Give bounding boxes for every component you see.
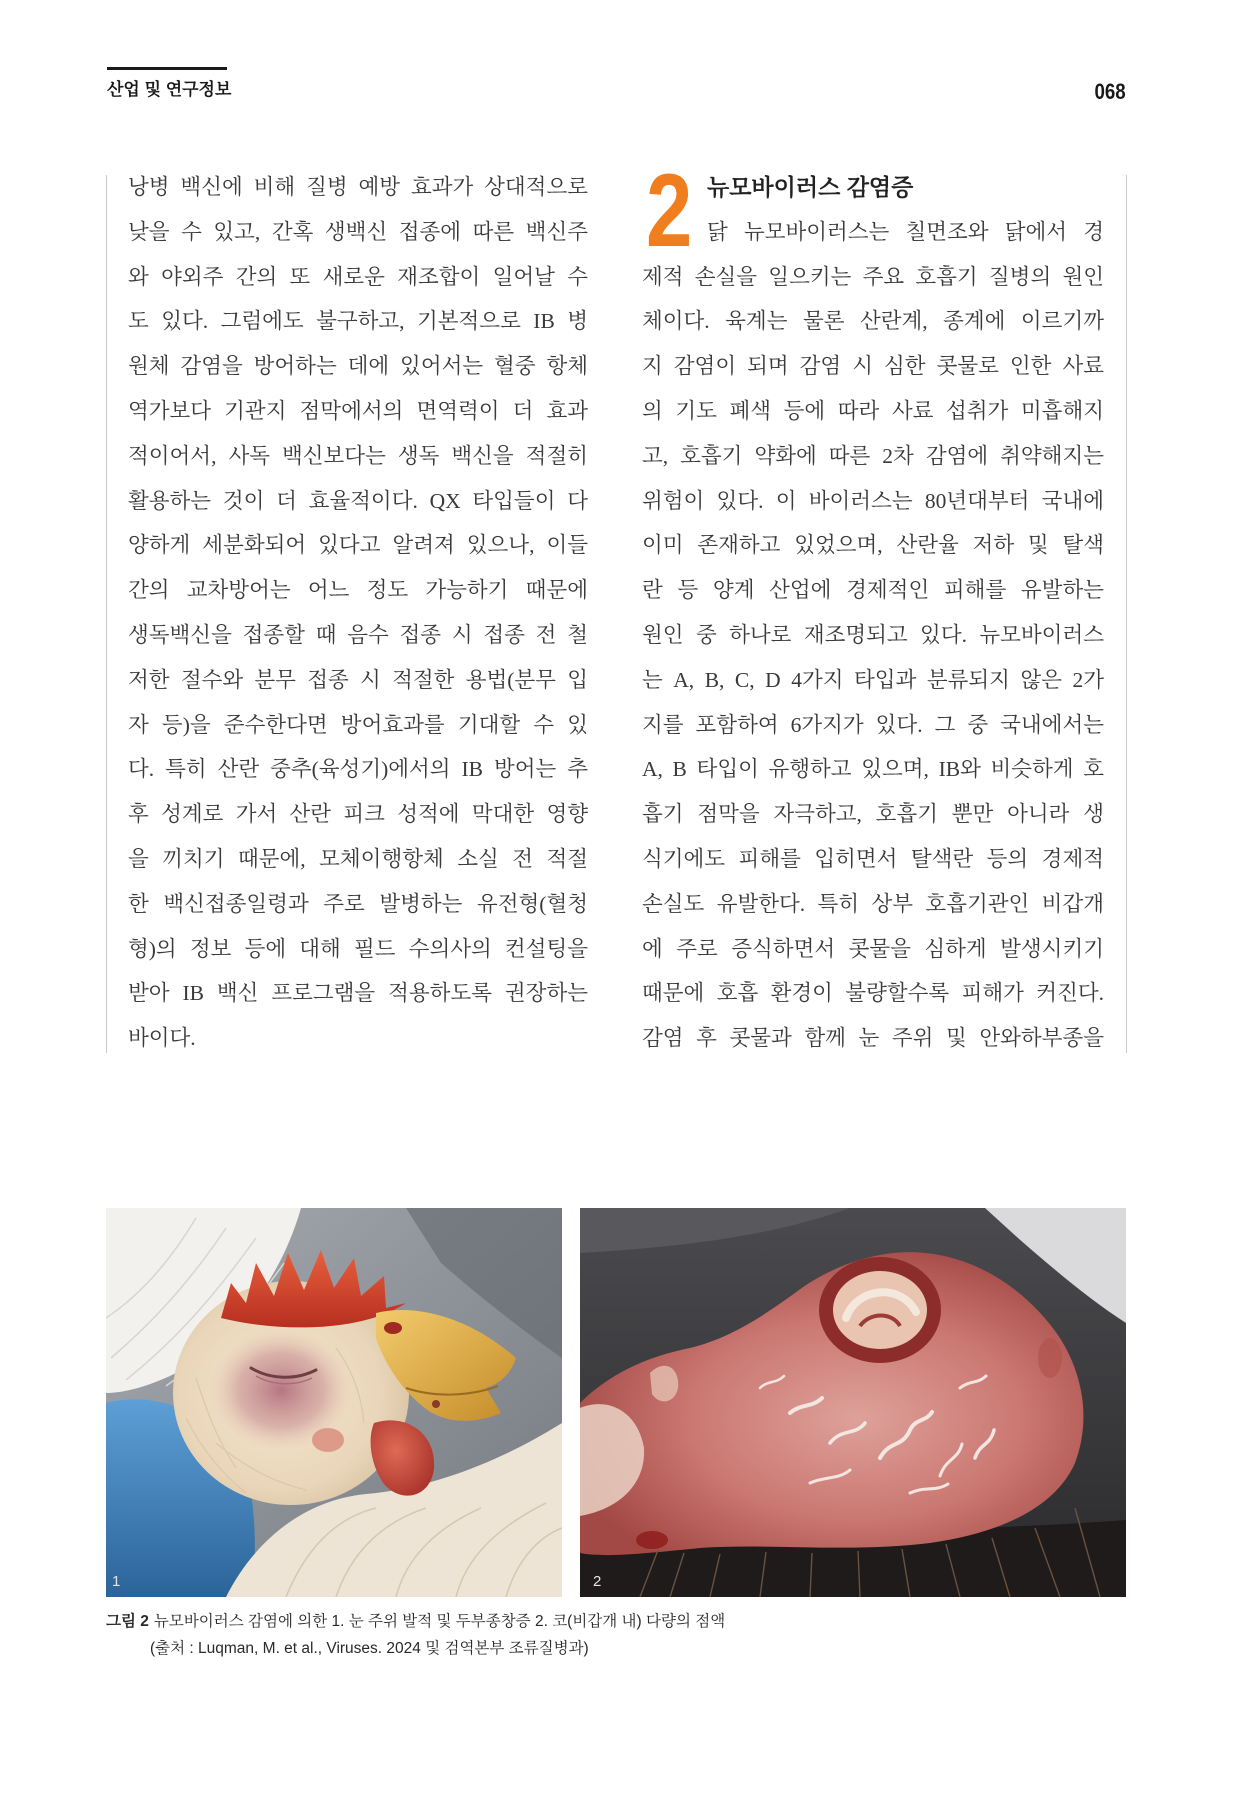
body-line: 자 등)을 준수한다면 방어효과를 기대할 수 있 — [128, 712, 588, 737]
body-line: 제적 손실을 일으키는 주요 호흡기 질병의 원인 — [642, 264, 1104, 289]
body-line: 닭 뉴모바이러스는 칠면조와 닭에서 경 — [707, 219, 1104, 244]
body-line: 지를 포함하여 6가지가 있다. 그 중 국내에서는 — [642, 712, 1104, 737]
body-line: 도 있다. 그럼에도 불구하고, 기본적으로 IB 병 — [128, 309, 588, 334]
body-line: 낭병 백신에 비해 질병 예방 효과가 상대적으로 — [128, 175, 588, 199]
figure-caption — [106, 1610, 725, 1634]
body-line: 저한 절수와 분무 접종 시 적절한 용법(분무 입 — [128, 667, 588, 692]
panel-number: 1 — [112, 1573, 121, 1590]
body-line: 이미 존재하고 있었으며, 산란율 저하 및 탈색 — [642, 533, 1104, 558]
figure-caption-text: 뉴모바이러스 감염에 의한 1. 눈 주위 발적 및 두부종창증 2. 코(비갑개 내) 다량의 점액 — [153, 1613, 726, 1630]
body-line: 와 야외주 간의 또 새로운 재조합이 일어날 수 — [128, 264, 588, 289]
figure-panel-1 — [106, 1208, 562, 1597]
right-column — [642, 165, 1104, 1061]
figure-label: 그림 2 — [106, 1613, 149, 1630]
chicken-head-photo — [106, 1208, 562, 1597]
section-name: 산업 및 연구정보 — [107, 80, 232, 99]
body-line: 고, 호흡기 약화에 따른 2차 감염에 취약해지는 — [642, 443, 1104, 468]
panel-number: 2 — [593, 1573, 602, 1590]
body-line: 원인 중 하나로 재조명되고 있다. 뉴모바이러스 — [642, 622, 1104, 647]
page-number: 068 — [1094, 79, 1126, 104]
body-line: 을 끼치기 때문에, 모체이행항체 소실 전 적절 — [128, 846, 588, 871]
left-column — [128, 165, 588, 1061]
body-line: 지 감염이 되며 감염 시 심한 콧물로 인한 사료 — [642, 354, 1104, 379]
body-line: 형)의 정보 등에 대해 필드 수의사의 컨설팅을 — [128, 936, 588, 961]
figure-panel-2 — [580, 1208, 1126, 1597]
body-line: 다. 특히 산란 중추(육성기)에서의 IB 방어는 추 — [128, 757, 588, 782]
body-line: 양하게 세분화되어 있다고 알려져 있으나, 이들 — [128, 533, 588, 558]
right-column-rule — [1126, 175, 1127, 1053]
body-line: 식기에도 피해를 입히면서 탈색란 등의 경제적 — [642, 846, 1104, 871]
body-line: 활용하는 것이 더 효율적이다. QX 타입들이 다 — [128, 488, 588, 513]
body-line: 감염 후 콧물과 함께 눈 주위 및 안와하부종을 — [642, 1026, 1104, 1051]
body-line: 낮을 수 있고, 간혹 생백신 접종에 따른 백신주 — [128, 219, 588, 244]
body-line: 후 성계로 가서 산란 피크 성적에 막대한 영향 — [128, 802, 588, 827]
body-line: 원체 감염을 방어하는 데에 있어서는 혈중 항체 — [128, 354, 588, 379]
body-line: 위험이 있다. 이 바이러스는 80년대부터 국내에 — [642, 488, 1104, 513]
body-line: 에 주로 증식하면서 콧물을 심하게 발생시키기 — [642, 936, 1104, 961]
body-line: 는 A, B, C, D 4가지 타입과 분류되지 않은 2가 — [642, 667, 1104, 692]
body-line: 생독백신을 접종할 때 음수 접종 시 접종 전 철 — [128, 622, 588, 647]
body-line: 의 기도 폐색 등에 따라 사료 섭취가 미흡해지 — [642, 398, 1104, 423]
nasal-turbinate-photo — [580, 1208, 1126, 1597]
body-line: 역가보다 기관지 점막에서의 면역력이 더 효과 — [128, 398, 588, 423]
body-line: 흡기 점막을 자극하고, 호흡기 뿐만 아니라 생 — [642, 802, 1104, 827]
body-line: 바이다. — [128, 1026, 196, 1051]
body-line: 한 백신접종일령과 주로 발병하는 유전형(혈청 — [128, 891, 588, 916]
header-rule — [107, 67, 227, 70]
body-line: 받아 IB 백신 프로그램을 적용하도록 권장하는 — [128, 981, 588, 1006]
body-line: 체이다. 육계는 물론 산란계, 종계에 이르기까 — [642, 309, 1104, 334]
body-line: 손실도 유발한다. 특히 상부 호흡기관인 비갑개 — [642, 891, 1104, 916]
section-heading: 뉴모바이러스 감염증 — [707, 174, 914, 200]
body-line: A, B 타입이 유행하고 있으며, IB와 비슷하게 호 — [642, 757, 1104, 782]
body-line: 란 등 양계 산업에 경제적인 피해를 유발하는 — [642, 578, 1104, 603]
body-line: 때문에 호흡 환경이 불량할수록 피해가 커진다. — [642, 981, 1104, 1006]
left-column-rule — [106, 175, 107, 1053]
section-number: 2 — [646, 153, 693, 269]
figure-source: (출처 : Luqman, M. et al., Viruses. 2024 및 검역본부 조류질병과) — [150, 1640, 589, 1657]
body-line: 간의 교차방어는 어느 정도 가능하기 때문에 — [128, 578, 588, 603]
body-line: 적이어서, 사독 백신보다는 생독 백신을 적절히 — [128, 443, 588, 468]
